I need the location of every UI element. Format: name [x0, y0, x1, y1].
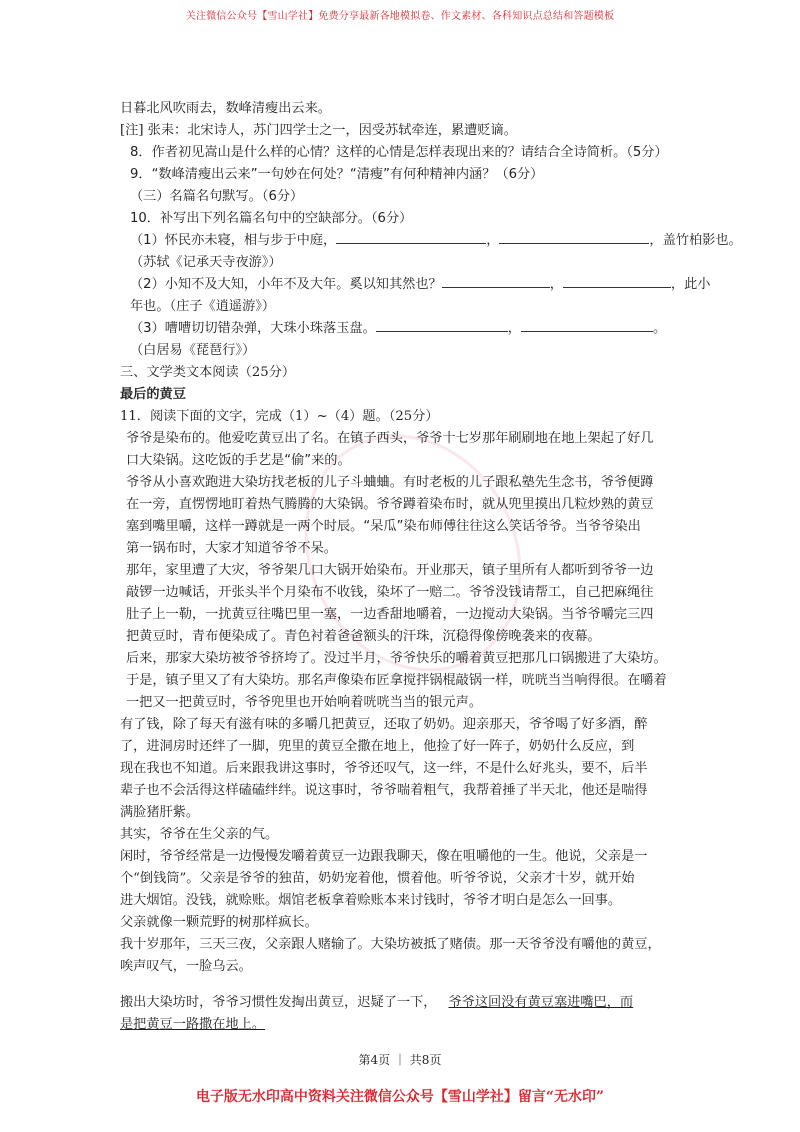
page-content: [120, 98, 742, 1036]
passage-line: 爷爷从小喜欢跑进大染坊找老板的儿子斗蛐蛐。有时老板的儿子跟私塾先生念书，爷爷便蹲: [126, 475, 654, 490]
passage-line: 了，进洞房时还绊了一脚，兜里的黄豆全撒在地上，他捡了好一阵子，奶奶什么反应，到: [120, 739, 635, 754]
q10-item-2-source: 年也。（庄子《逍遥游》）: [130, 299, 276, 314]
answer-blank[interactable]: [442, 275, 550, 288]
top-banner: 关注微信公众号【雪山学社】免费分享最新各地模拟卷、作文素材、各科知识点总结和答题模板: [185, 11, 615, 22]
question-8: 8．作者初见嵩山是什么样的心情？这样的心情是怎样表现出来的？请结合全诗简析。（5分）: [130, 145, 668, 160]
passage-line: 进大烟馆。没钱，就赊账。烟馆老板拿着赊账本来讨钱时，爷爷才明白是怎么一回事。: [120, 893, 622, 908]
passage-line: 肚子上一勒，一扰黄豆往嘴巴里一塞，一边香甜地嚼着，一边搅动大染锅。当爷爷嚼完三四: [126, 607, 654, 622]
answer-blank[interactable]: [521, 319, 653, 332]
q10-item-3: （3）嘈嘈切切错杂弹，大珠小珠落玉盘。 ， 。: [130, 321, 667, 336]
passage-line: 塞到嘴里嚼，这样一蹲就是一两个时辰。“呆瓜”染布师傅往往这么笑话爷爷。当爷爷染出: [126, 519, 641, 534]
underlined-sentence: 是把黄豆一路撒在地上。: [120, 1017, 266, 1032]
question-9: 9．“数峰清瘦出云来”一句妙在何处？“清瘦”有何种精神内涵？（6分）: [130, 167, 544, 182]
passage-line: 个“倒钱筒”。父亲是爷爷的独苗，奶奶宠着他，惯着他。听爷爷说，父亲才十岁，就开始: [120, 871, 635, 886]
q10-item-3-source: （白居易《琵琶行》）: [130, 343, 256, 358]
answer-blank[interactable]: [563, 275, 671, 288]
passage-line: 我十岁那年，三天三夜，父亲跟人赌输了。大染坊被抵了赌债。那一天爷爷没有嚼他的黄豆，: [120, 937, 661, 952]
q10-item-1-source: （苏轼《记承天寺夜游》）: [130, 255, 282, 270]
answer-blank[interactable]: [336, 231, 486, 244]
answer-blank[interactable]: [499, 231, 649, 244]
q10-item-2: （2）小知不及大知，小年不及大年。奚以知其然也？ ， ，此小: [130, 277, 711, 292]
passage-part-1: [120, 428, 690, 714]
passage-line: 现在我也不知道。后来跟我讲这事时，爷爷还叹气，这一绊，不是什么好兆头，要不，后半: [120, 761, 648, 776]
passage-line: 敲锣一边喊话，开张头半个月染布不收钱，染坏了一赔二。爷爷没钱请帮工，自己把麻绳往: [126, 585, 654, 600]
passage-line: 闲时，爷爷经常是一边慢慢发嚼着黄豆一边跟我聊天，像在咀嚼他的一生。他说，父亲是一: [120, 849, 648, 864]
section-3-heading: （三）名篇名句默写。（6分）: [130, 189, 304, 204]
passage-line: 有了钱，除了每天有滋有味的多嚼几把黄豆，还取了奶奶。迎亲那天，爷爷喝了好多酒，醉: [120, 717, 648, 732]
underlined-sentence: 爷爷这回没有黄豆塞进嘴巴，而: [448, 995, 634, 1010]
passage-line: 那年，家里遭了大灾，爷爷架几口大锅开始染布。开业那天，镇子里所有人都听到爷爷一边: [126, 563, 654, 578]
bottom-banner: 电子版无水印高中资料关注微信公众号【雪山学社】留言“无水印”: [195, 1089, 605, 1105]
passage-title: 最后的黄豆: [120, 387, 186, 402]
passage-line: 口大染锅。这吃饭的手艺是“偷”来的。: [126, 453, 351, 468]
passage-line: 唉声叹气，一脸乌云。: [120, 959, 252, 974]
passage-line: 后来，那家大染坊被爷爷挤垮了。没过半月，爷爷快乐的嚼着黄豆把那几口锅搬进了大染坊。: [126, 651, 667, 666]
q10-item-1: （1）怀民亦未寝，相与步于中庭， ， ，盖竹柏影也。: [130, 233, 742, 248]
passage-line: 爷爷是染布的。他爱吃黄豆出了名。在镇子西头，爷爷十七岁那年刷刷地在地上架起了好几: [126, 431, 654, 446]
poem-last-line: 日暮北风吹雨去，数峰清瘦出云来。: [120, 101, 331, 116]
question-10: 10．补写出下列名篇名句中的空缺部分。（6分）: [130, 211, 413, 226]
passage-line: 父亲就像一颗荒野的树那样疯长。: [120, 915, 318, 930]
answer-blank[interactable]: [376, 319, 508, 332]
passage-line: 一把又一把黄豆时，爷爷兜里也开始响着咣咣当当的银元声。: [126, 695, 483, 710]
passage-line: 第一锅布时，大家才知道爷爷不呆。: [126, 541, 337, 556]
passage-line: 满脸猪肝紫。: [120, 805, 200, 820]
page-number: 第4页 ｜ 共8页: [358, 1053, 442, 1067]
poem-note: [注] 张耒：北宋诗人，苏门四学士之一，因受苏轼牵连，累遭贬谪。: [120, 123, 517, 138]
passage-line: 于是，镇子里又了有大染坊。那名声像染布匠拿搅拌锅棍敲锅一样，咣咣当当响得很。在嚼着: [126, 673, 667, 688]
question-11: 11．阅读下面的文字，完成（1）~（4）题。（25分）: [120, 409, 439, 424]
passage-line: 其实，爷爷在生父亲的气。: [120, 827, 279, 842]
passage-line: 辈子也不会活得这样磕磕绊绊。说这事时，爷爷喘着粗气，我帮着捶了半天北，他还是喘得: [120, 783, 648, 798]
passage-line: 在一旁，直愣愣地盯着热气腾腾的大染锅。爷爷蹲着染布时，就从兜里摸出几粒炒熟的黄豆: [126, 497, 654, 512]
passage-final-line: 搬出大染坊时，爷爷习惯性发掏出黄豆，迟疑了一下， 爷爷这回没有黄豆塞进嘴巴，而: [120, 995, 634, 1010]
section-literary-reading: 三、文学类文本阅读（25分）: [120, 365, 296, 380]
passage-part-2: [120, 714, 690, 978]
passage-line: 把黄豆时，青布便染成了。青色衬着爸爸额头的汗珠，沉稳得像傍晚袭来的夜幕。: [126, 629, 601, 644]
